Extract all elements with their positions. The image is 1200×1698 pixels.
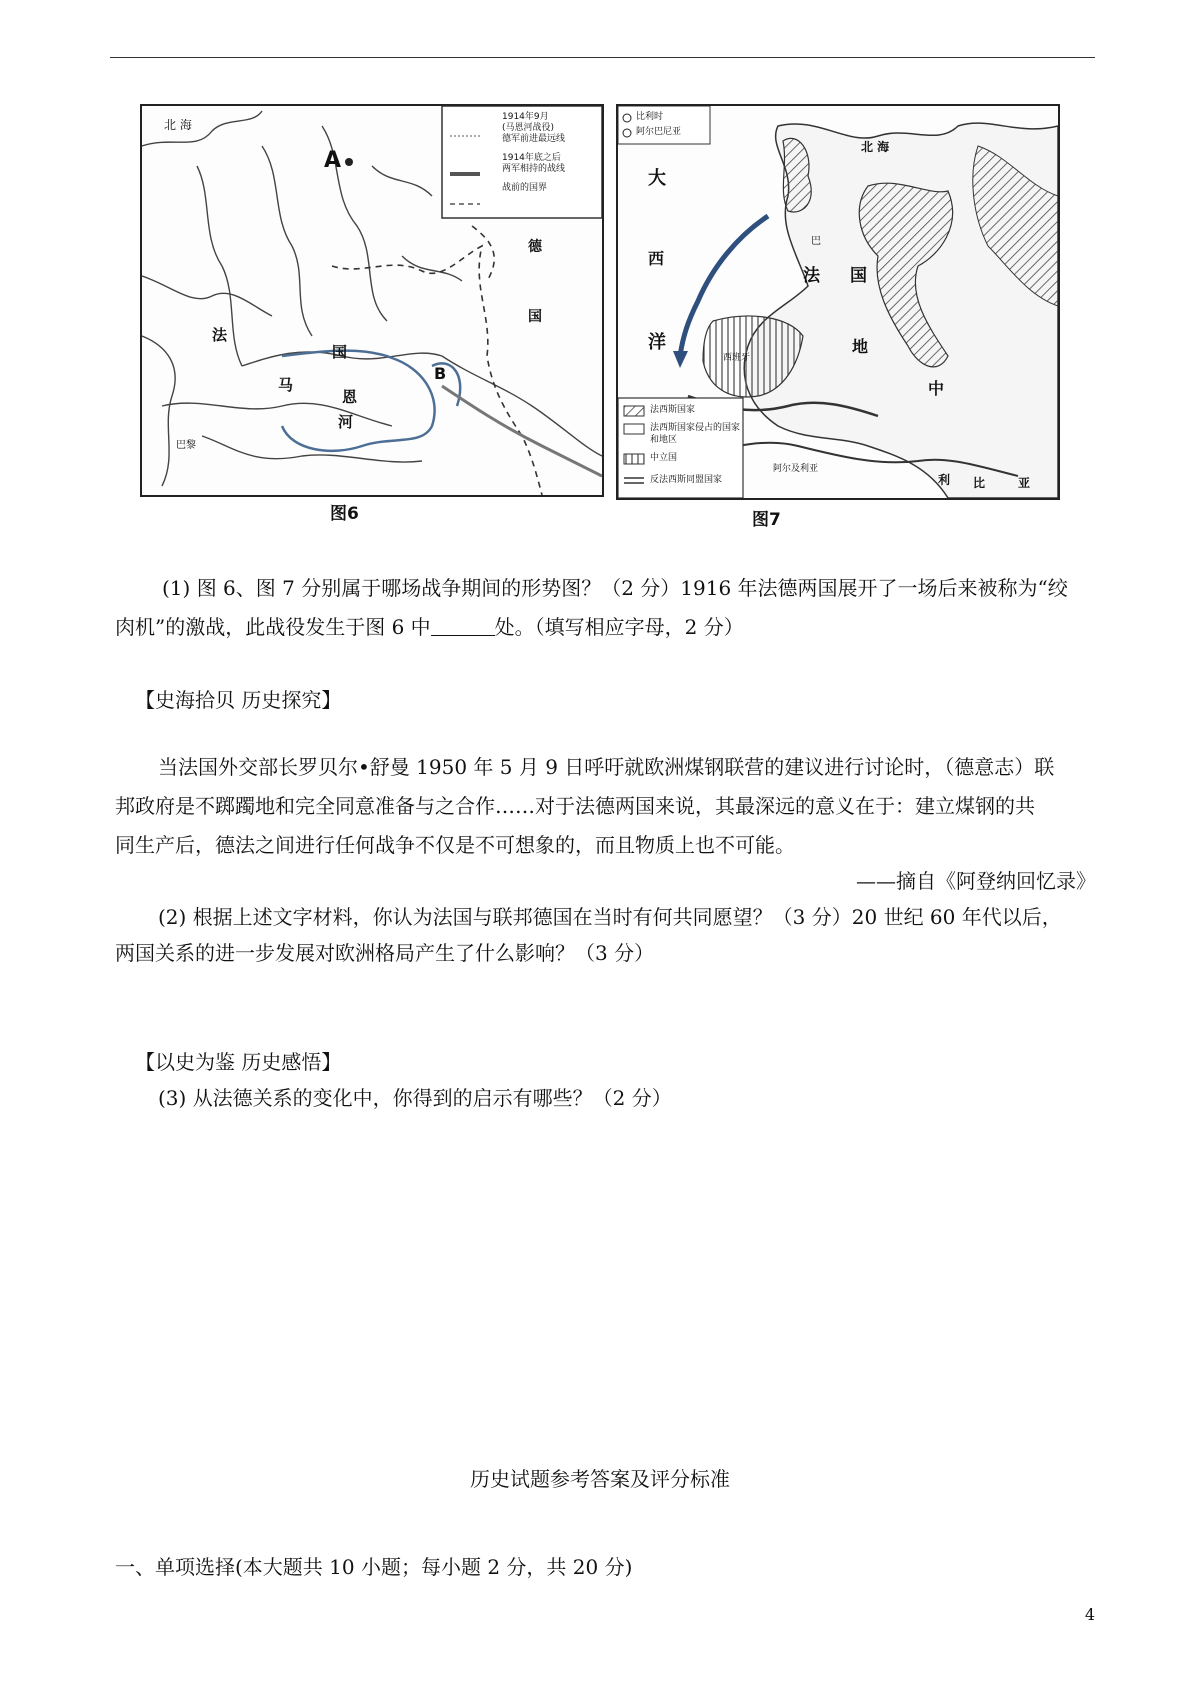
map-label-he: 河 [338,413,354,431]
answer-section-1-heading: 一、单项选择(本大题共 10 小题；每小题 2 分，共 20 分) [115,1555,633,1579]
map-label-spain: 西班牙 [723,353,751,363]
question-1-line-1: (1) 图 6、图 7 分别属于哪场战争期间的形势图？（2 分）1916 年法德两国展开了一场后来被称为“绞 [162,576,1068,600]
figure6-map [140,104,604,497]
question-1-text: 肉机”的激战，此战役发生于图 6 中 [115,615,431,639]
legend-text: 德军前进最远线 [502,134,566,144]
material-line-3: 同生产后，德法之间进行任何战争不仅是不可想象的，而且物质上也不可能。 [115,833,795,857]
map-label-ya: 亚 [1018,476,1031,490]
answer-blank[interactable] [431,615,495,636]
question-2-line-1: (2) 根据上述文字材料，你认为法国与联邦德国在当时有何共同愿望？（3 分）20 世纪 60 年代以后， [158,905,1062,929]
map-label-algeria: 阿尔及利亚 [773,464,819,474]
question-1-line-2 [115,612,744,642]
material-source: ——摘自《阿登纳回忆录》 [856,869,1096,893]
map-label-b: B [434,364,447,383]
figure7-caption: 图7 [752,510,781,530]
legend-text: 两军相持的战线 [502,164,566,174]
material-line-2: 邦政府是不踯躅地和完全同意准备与之合作……对于法德两国来说，其最深远的意义在于：建立煤钢的共 [115,794,1035,818]
legend-text: 反法西斯同盟国家 [650,475,723,485]
map-label-de: 德 [528,239,542,255]
figure7-legend-top [636,110,681,140]
map-label-guo: 国 [332,343,348,361]
map-label-guo: 国 [850,266,867,286]
legend-text: 1914年底之后 [502,153,561,163]
map-label-paris: 巴黎 [176,440,196,451]
map-label-zhong: 中 [928,379,945,398]
map-label-north-sea: 北 海 [164,118,192,132]
map-label-guo2: 国 [528,309,542,325]
map-label-a: A [324,148,342,173]
question-1-text-end: 处。（填写相应字母，2 分） [494,615,744,639]
map-label-ba: 巴 [811,236,821,247]
map-label-xi: 西 [648,249,665,268]
legend-text: 法西斯国家侵占的国家和地区 [650,423,741,445]
legend-text: (马恩河战役) [502,123,555,133]
map-label-france: 法 [212,326,228,344]
map-label-fa: 法 [803,266,820,286]
question-2-line-2: 两国关系的进一步发展对欧洲格局产生了什么影响？（3 分） [115,941,655,965]
section-2-heading: 【史海拾贝 历史探究】 [135,688,342,712]
header-rule [110,57,1095,58]
map-label-en: 恩 [342,388,358,406]
legend-text: 中立国 [650,453,678,463]
legend-text: 1914年9月 [502,112,549,122]
figure6-caption: 图6 [330,504,359,524]
map-label-bi: 比 [973,476,986,490]
legend-text: 比利时 [636,112,664,122]
map-label-ma: 马 [278,376,294,394]
figure7-map [616,104,1060,500]
map-label-yang: 洋 [648,332,666,353]
answer-key-title: 历史试题参考答案及评分标准 [470,1467,730,1491]
legend-text: 法西斯国家 [650,405,696,415]
map-label-north-sea: 北 海 [861,140,890,154]
legend-text: 战前的国界 [502,183,548,193]
page-number: 4 [1084,1605,1095,1624]
legend-text: 阿尔巴尼亚 [636,127,682,137]
map-label-di: 地 [852,337,869,356]
figure6-legend [502,112,565,194]
map-label-li: 利 [938,473,951,487]
material-line-1: 当法国外交部长罗贝尔•舒曼 1950 年 5 月 9 日呼吁就欧洲煤钢联营的建议进行讨论时，（德意志）联 [158,755,1055,779]
map-label-da: 大 [648,168,666,189]
section-3-heading: 【以史为鉴 历史感悟】 [135,1050,342,1074]
figure7-legend-bottom [650,404,740,486]
question-3: (3) 从法德关系的变化中，你得到的启示有哪些？（2 分） [158,1086,672,1110]
